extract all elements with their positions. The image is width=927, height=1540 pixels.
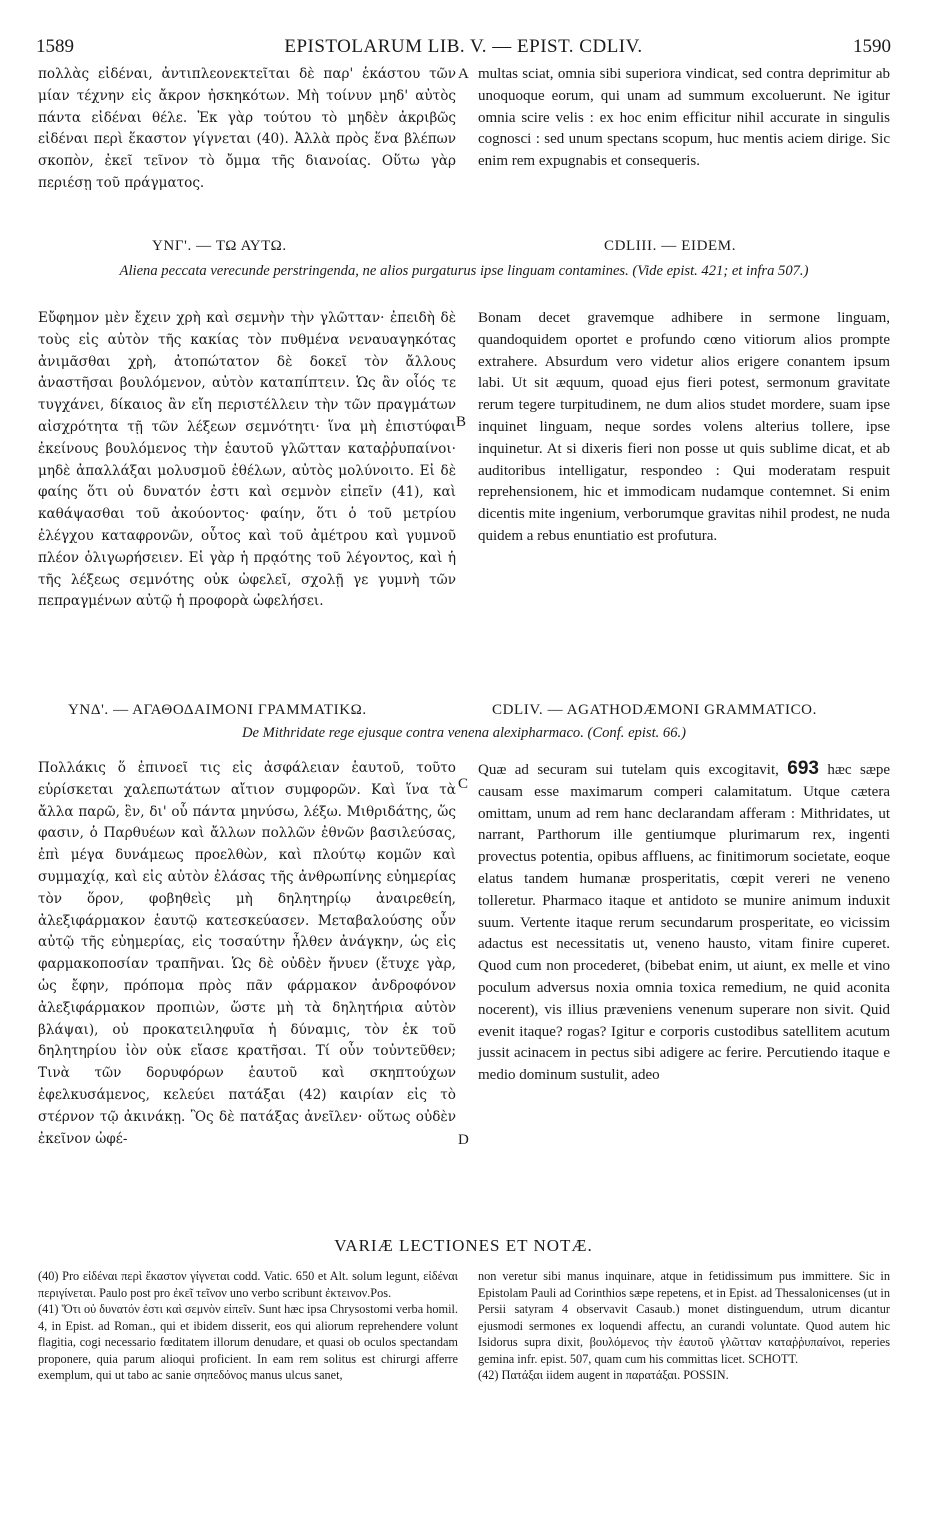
letter-453-argument: Aliena peccata verecunde perstringenda, ne alios purgaturus ipse linguam contamines. (Vide epist. 421; et infra 507.) — [119, 263, 809, 279]
prev-letter-greek: πολλὰς εἰδέναι, ἀντιπλεονεκτεῖται δὲ παρ' ἑκάστου τῶν μίαν τέχνην εἰς ἄκρον ἠσκηκότων. Μὴ τοίνυν μηδ' αὐτὸς πάντα εἰδέναι θέλε. Ἐκ γὰρ τούτου τὸ μηδὲν ἀκριβῶς εἰδέναι περὶ ἕκαστον γίγνεται (40). Ἀλλὰ πρὸς ἕνα βλέπων σκοπὸν, ἐκεῖ τεῖνον τὸ ὄμμα τῆς διανοίας. Οὕτω γὰρ περιέσῃ τοῦ πράγματος. — [38, 66, 456, 191]
notes-right-column — [478, 1268, 890, 1384]
running-header — [36, 36, 891, 60]
letter-454-greek-title: ΥΝΔ'. — ΑΓΑΘΟΔΑΙΜΟΝΙ ΓΡΑΜΜΑΤΙΚΩ. — [68, 702, 367, 718]
margin-mark-a: A — [458, 66, 469, 82]
letter-454-argument: De Mithridate rege ejusque contra venena alexipharmaco. (Conf. epist. 66.) — [241, 725, 687, 741]
letter-454-latin-title: CDLIV. — AGATHODÆMONI GRAMMATICO. — [492, 702, 817, 718]
prev-letter-latin: multas sciat, omnia sibi superiora vindicat, sed contra deprimitur ab unoquoque eorum, qui unam ad summum excoluerunt. Ne igitur omnia scire velis : ex hoc enim efficitur nihil accurate in singulis cognosci : sed unum spectans scopum, huc mentis aciem dirige. Sic enim rem expugnabis et consequeris. — [478, 66, 890, 170]
note-41: (41) Ὅτι οὐ δυνατόν ἐστι καὶ σεμνὸν εἰπεῖν. Sunt hæc ipsa Chrysostomi verba homil. 4, in Epist. ad Roman., qui et ibidem disserit, eos qui aliorum reprehendere volunt flagitia, cogi necessario fœditatem illorum denudare, et quasi ob oculos spectandam proponere, quia parum alioqui proficient. In eam rem solitus est chirurgi afferre exemplum, qui ut tabo ac sanie σηπεδόνος manus ulcus sanet, — [38, 1302, 458, 1382]
running-title: EPISTOLARUM LIB. V. — EPIST. CDLIV. — [284, 36, 643, 57]
page-number-left: 1589 — [36, 36, 74, 57]
column-number: 693 — [787, 758, 819, 779]
page-number-right: 1590 — [853, 36, 891, 57]
note-42: (42) Πατάξαι iidem augent in παρατάξαι. POSSIN. — [478, 1368, 729, 1382]
note-40: (40) Pro εἰδέναι περὶ ἕκαστον γίγνεται codd. Vatic. 650 et Alt. solum legunt, εἰδέναι περιγίνεται. Paulo post pro ἐκεῖ τεῖνον uno verbo scribunt ἐκτεινον.Pos. — [38, 1269, 458, 1300]
letter-453-greek-text: Εὔφημον μὲν ἔχειν χρὴ καὶ σεμνὴν τὴν γλῶτταν· ἐπειδὴ δὲ τοὺς εἰς αὐτὸν τῆς κακίας τὸν πυθμένα νεναυαγηκότας ἀνιμᾶσθαι χρὴ, ἀτοπώτατον δὲ δοκεῖ τὸν ἄλλους ἀναστῆσαι βουλόμενον, αὐτὸν καταπίπτειν. Ὡς ἂν οἷός τε τυγχάνει, δίκαιος ἂν εἴη περιστέλλειν τὴν τῶν πραγμάτων αἰσχρότητα τῇ τῶν λέξεων σεμνότητι· ἵνα μὴ ἐπιστύφαι ἐκείνους βουλόμενος τὴν ἑαυτοῦ γλῶτταν καταῤῥυπαίνοι· μηδὲ ἀπαλλάξαι μολυσμοῦ ἐθέλων, αὐτὸς μολύνοιτο. Εἰ δὲ φαίης ὅτι οὐ δυνατόν ἐστι καὶ σεμνὸν εἰπεῖν (41), καὶ καθάψασθαι τοῦ ἀκούοντος· φαίην, ὅτι ὁ τοῦ μετρίου ἐλέγχου καταφρονῶν, οὗτος καὶ τοῦ ἀμέτρου καὶ γυμνοῦ πλέον ὀλιγωρήσειεν. Εἰ γὰρ ἡ πρᾳότης τοῦ λέγοντος, καὶ ἡ τῆς λέξεως σεμνότης οὐκ ὠφελεῖ, σχολῇ γε γυμνὴ τῶν πεπραγμένων αὐτῷ ἡ προφορὰ ὠφελήσει. — [38, 310, 456, 610]
latin-body: hæc sæpe causam esse maximarum comperi calamitatum. Utque cætera omittam, unum ad rem hanc declarandam afferam : Mithridates, ut narrant, Parthorum ille gentiumque plurimarum rex, ingenti provectus potentia, opibus affluens, ac finitimorum societate, eoque elatus tandem humanæ prosperitatis, cœpit vereri ne veneno tolleretur. Pharmaco itaque et antidoto se munire animum induxit suum. Vertente itaque rerum secundarum prosperitate, eo vicissim adactus est necessitatis ut, veneno hausto, vitam finire cuperet. Quod cum non procederet, (bibebat enim, ut aiunt, ex melle et vino poculum adversus noxia omnia toxica remedium, ne quid aconita nocerent), vis illius præveniens venenum superare non sivit. Quid evenit itaque? rogas? Igitur e corporis custodibus satellitem acutum jussit acinacem in pectus sibi adigere ac ferire. Percutiendo itaque e medio dominum sustulit, adeo — [478, 762, 891, 1084]
margin-mark-d: D — [458, 1132, 469, 1148]
margin-mark-b: B — [456, 414, 467, 430]
letter-454-latin-text — [478, 758, 890, 1087]
letter-453-latin-text: Bonam decet gravemque adhibere in sermone linguam, quandoquidem oportet e profundo cœno vitiorum alios prompte extrahere. Absurdum vero videtur alios erigere conantem ipsum labi. Ut sit æquum, quoad ejus fieri potest, sermonum gravitate rerum tegere turpitudinem, ne dum alios studet mordere, suam ipse inquinet linguam, neque sordes volens alterius tollere, ipse inquinetur. At si dixeris fieri non posse ut quis sublime dicat, et ab auditoribus intelligatur, respondeo : Qui moderatam respuit reprehensionem, hic et immodicam nudamque contemnet. Si enim dicentis mite ingenium, verborumque gravitas nihil prodest, ne nuda quidem a rebus enuntiatio est profutura. — [478, 310, 890, 544]
notes-heading: VARIÆ LECTIONES ET NOTÆ. — [334, 1236, 593, 1255]
letter-453-greek-title: ΥΝΓ'. — ΤΩ ΑΥΤΩ. — [152, 238, 287, 254]
notes-left-column — [38, 1268, 458, 1384]
margin-mark-c: C — [458, 776, 469, 792]
letter-454-greek-text: Πολλάκις ὅ ἐπινοεῖ τις εἰς ἀσφάλειαν ἑαυτοῦ, τοῦτο εὑρίσκεται χαλεπωτάτων αἴτιον συμφορῶν. Καὶ ἵνα τὰ ἄλλα παρῶ, ἓν, δι' οὗ πάντα μηνύσω, λέξω. Μιθριδάτης, ὥς φασιν, ὁ Παρθυέων καὶ ἄλλων πολλῶν ἐθνῶν βασιλεύσας, ἐπὶ μέγα δυνάμεως προελθὼν, καὶ πλούτῳ κομῶν καὶ συμμαχίᾳ, καὶ εἰς αὐτὸν ἐλάσας τῆς ἀνθρωπίνης εὐημερίας τὸν ὅρον, φοβηθεὶς μὴ δηλητηρίῳ ἀναιρεθείη, ἀλεξιφάρμακον ἑαυτῷ κατεσκεύασεν. Μεταβαλούσης οὖν αὐτῷ τῆς εὐημερίας, εἰς τοσαύτην ἦλθεν ἀνάγκην, ὡς εἰς φαρμακοποσίαν τραπῆναι. Ὡς δὲ οὐδὲν ἤνυεν (ἔτυχε γὰρ, ὡς ἔφην, πρόπομα πρὸς πᾶν φάρμακον ἀνδροφόνον ἀλεξιφάρμακον προπιὼν, ὥστε μὴ τὰ δηλητήρια αὐτὸν βλάψαι), οὐ προκατειληφυῖα ἡ δύναμις, τὸν ἐκ τοῦ δηλητηρίου ἰὸν οὐκ εἴασε κρατῆσαι. Τί οὖν τοὐντεῦθεν; Τινὰ τῶν δορυφόρων ἑαυτοῦ καὶ σκηπτούχων ἐφελκυσάμενος, κελεύει πατάξαι (42) καιρίαν εἰς τὸ στέρνον τῷ ἀκινάκῃ. Ὃς δὲ πατάξας ἀνεῖλεν· οὕτως οὐδὲν ἐκεῖνον ὠφέ- — [38, 760, 456, 1147]
latin-intro: Quæ ad securam sui tutelam quis excogitavit, — [478, 762, 788, 778]
letter-453-latin-title: CDLIII. — EIDEM. — [604, 238, 737, 254]
note-41-continued: non veretur sibi manus inquinare, atque in fetidissimum pus immittere. Sic in Epistolam Pauli ad Corinthios sæpe repetens, et in Epist. ad Thessalonicenses (ut in Persii satyram 4 observavit Casaub.) monet distinguendum, utrum dicantur ejusmodi sermones ex loquendi affectu, an curandi voluntate. Quod autem hic Isidorus supra dixit, βουλόμενος τὴν ἑαυτοῦ γλῶτταν καταῤῥυπαίνοι, reperies gemina infr. epist. 507, quam cum his committas licet. SCHOTT. — [478, 1269, 890, 1366]
